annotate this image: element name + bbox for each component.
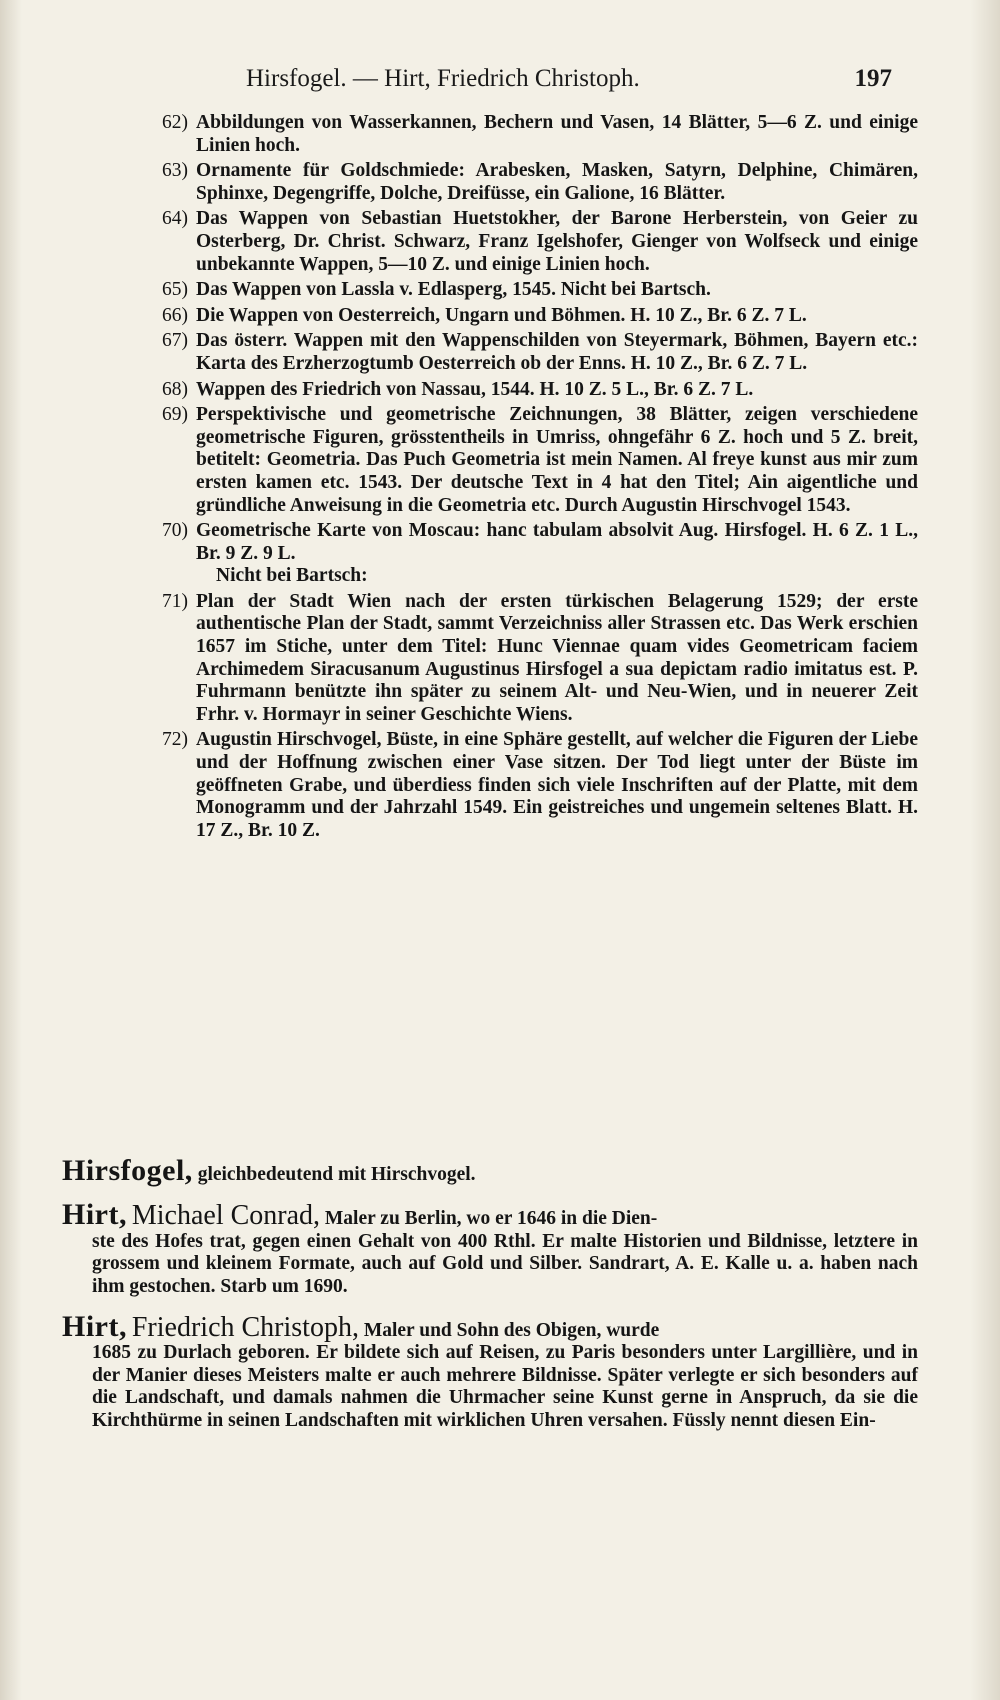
catalogue-entries — [140, 112, 918, 845]
catalogue-entry-63 — [140, 160, 918, 205]
article-text: Maler zu Berlin, wo er 1646 in die Dien- — [324, 1208, 658, 1230]
entry-number: 62) — [162, 112, 188, 133]
catalogue-entry-62 — [140, 112, 918, 157]
entry-text: Ornamente für Goldschmiede: Arabesken, Masken, Satyrn, Delphine, Chimären, Sphinxe, Degengriffe, Dolche, Dreifüsse, ein Galione, 16 Blätter. — [196, 160, 918, 204]
entry-number: 64) — [162, 208, 188, 230]
entry-number: 63) — [162, 160, 188, 182]
entry-text: Das österr. Wappen mit den Wappenschilden von Steyermark, Böhmen, Bayern etc.: Karta des Erzherzogtumb Oesterreich ob der Enns. H. 10 Z., Br. 6 Z. 7 L. — [196, 330, 918, 374]
entry-number: 68) — [162, 378, 188, 400]
entry-text: Die Wappen von Oesterreich, Ungarn und Böhmen. H. 10 Z., Br. 6 Z. 7 L. — [196, 304, 807, 326]
catalogue-entry-71 — [140, 591, 918, 727]
article-headword: Hirsfogel, — [62, 1154, 193, 1187]
entry-body: Geometrische Karte von Moscau: hanc tabulam absolvit Aug. Hirsfogel. H. 6 Z. 1 L., Br. 9 Z. 9 L. — [196, 520, 918, 564]
catalogue-entry-64 — [140, 208, 918, 276]
entry-text: Perspektivische und geometrische Zeichnungen, 38 Blätter, zeigen verschiedene geometrische Figuren, grösstentheils in Umriss, ohngefähr 6 Z. hoch und 5 Z. breit, betitelt: Geometria. Das Puch Geometria ist mein Namen. Al freye kunst aus mir zum ersten kamen etc. 1543. Der deutsche Text in 4 hat den Titel; Ain aigentliche und gründliche Anweisung in die Geometria etc. Durch Augustin Hirschvogel 1543. — [196, 404, 918, 516]
entry-text: Augustin Hirschvogel, Büste, in eine Sphäre gestellt, auf welcher die Figuren der Liebe und der Hoffnung zwischen einer Vase sitzen. Der Tod liegt unter der Büste im geöffneten Grabe, und überdiess finden sich viele Inschriften auf der Platte, mit dem Monogramm und der Jahrzahl 1549. Ein geistreiches und ungemein seltenes Blatt. H. 17 Z., Br. 10 Z. — [196, 729, 918, 841]
dictionary-articles — [62, 1154, 918, 1450]
article-headword: Hirt, — [62, 1198, 127, 1232]
article-continuation: 1685 zu Durlach geboren. Er bildete sich auf Reisen, zu Paris besonders unter Largillière, und in der Manier dieses Meisters malte er auch mehrere Bildnisse. Später verlegte er sich besonders auf die Landschaft, und damals nahmen die Uhrmacher seine Kunst gerne in Anspruch, da sie die Kirchthürme in seinen Landschaften mit wirklichen Uhren versahen. Füssly nennt diesen Ein- — [92, 1342, 918, 1431]
entry-note: Nicht bei Bartsch: — [216, 565, 368, 587]
article-hirsfogel — [62, 1154, 918, 1187]
entry-number: 72) — [162, 729, 188, 751]
entry-text: Plan der Stadt Wien nach der ersten türkischen Belagerung 1529; der erste authentische Plan der Stadt, sammt Verzeichniss aller Strassen etc. Das Werk erschien 1657 im Stiche, unter dem Titel: Hunc Viennae quam vides Geometricam faciem Archimedem Siracusanum Augustinus Hirsfogel a sua depictam radio imitatus est. P. Fuhrmann benützte ihn später zu seinem Alt- und Neu-Wien, und in neuerer Zeit Frhr. v. Hormayr in seiner Geschichte Wiens. — [196, 590, 918, 725]
article-text: Maler und Sohn des Obigen, wurde — [363, 1320, 660, 1342]
article-text: gleichbedeutend mit Hirschvogel. — [197, 1164, 476, 1185]
catalogue-entry-70 — [140, 520, 918, 588]
page-number: 197 — [854, 65, 892, 92]
entry-number: 69) — [162, 404, 188, 426]
article-subhead: Friedrich Christoph, — [131, 1312, 359, 1344]
article-hirt-michael-conrad — [62, 1198, 918, 1298]
catalogue-entry-68 — [140, 379, 918, 402]
article-hirt-friedrich-christoph — [62, 1310, 918, 1432]
entry-number: 66) — [162, 304, 188, 326]
entry-number: 71) — [162, 590, 188, 612]
entry-number: 70) — [162, 520, 188, 542]
running-head: Hirsfogel. — Hirt, Friedrich Christoph. — [246, 65, 640, 92]
entry-text: Das Wappen von Sebastian Huetstokher, der Barone Herberstein, von Geier zu Osterberg, Dr. Christ. Schwarz, Franz Igelshofer, Gienger von Wolfseck und einige unbekannte Wappen, 5—10 Z. und einige Linien hoch. — [196, 208, 918, 275]
entry-number: 67) — [162, 330, 188, 352]
entry-number: 65) — [162, 279, 188, 301]
catalogue-entry-66 — [140, 305, 918, 328]
catalogue-entry-67 — [140, 330, 918, 375]
page-header — [246, 65, 892, 105]
catalogue-entry-65 — [140, 279, 918, 302]
catalogue-entry-72 — [140, 729, 918, 842]
entry-text — [196, 520, 918, 588]
entry-text: Das Wappen von Lassla v. Edlasperg, 1545. Nicht bei Bartsch. — [196, 279, 711, 301]
entry-text: Wappen des Friedrich von Nassau, 1544. H. 10 Z. 5 L., Br. 6 Z. 7 L. — [196, 378, 754, 400]
article-continuation: ste des Hofes trat, gegen einen Gehalt von 400 Rthl. Er malte Historien und Bildnisse, letztere in grossem und kleinem Formate, auch auf Gold und Silber. Sandrart, A. E. Kalle u. a. haben nach ihm gestochen. Starb um 1690. — [92, 1230, 918, 1297]
entry-text: Abbildungen von Wasserkannen, Bechern und Vasen, 14 Blätter, 5—6 Z. und einige Linien hoch. — [196, 112, 918, 156]
catalogue-entry-69 — [140, 404, 918, 517]
article-headword: Hirt, — [62, 1310, 127, 1344]
article-subhead: Michael Conrad, — [131, 1200, 321, 1232]
